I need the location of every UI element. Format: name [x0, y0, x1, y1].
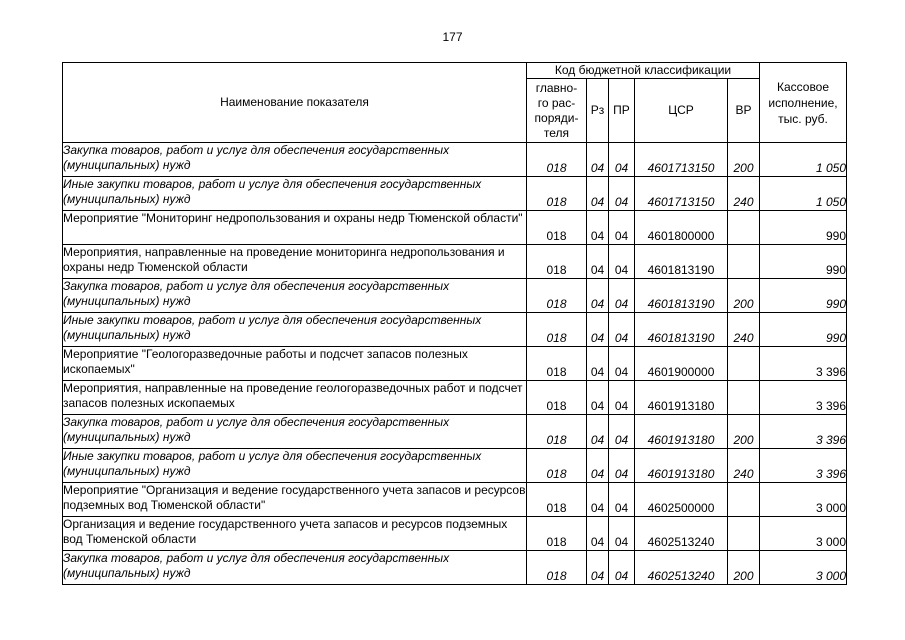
table-row	[63, 143, 847, 177]
table-row	[63, 211, 847, 245]
row-name: Иные закупки товаров, работ и услуг для обеспечения государственных (муниципальных) нужд	[63, 449, 527, 483]
header-vr: ВР	[728, 79, 760, 143]
header-classification-group: Код бюджетной классификации	[527, 63, 760, 79]
table-row	[63, 483, 847, 517]
row-rz: 04	[587, 347, 609, 381]
header-pr: ПР	[609, 79, 635, 143]
header-gl-line: теля	[543, 125, 570, 140]
row-pr: 04	[609, 517, 635, 551]
row-name: Закупка товаров, работ и услуг для обеспечения государственных (муниципальных) нужд	[63, 143, 527, 177]
table-row	[63, 449, 847, 483]
header-gl-line: главно-	[535, 80, 578, 95]
row-vr	[728, 211, 760, 245]
header-csr: ЦСР	[635, 79, 728, 143]
row-amount: 990	[760, 279, 847, 313]
row-csr: 4601813190	[635, 279, 728, 313]
row-chief-administrator: 018	[527, 143, 587, 177]
row-pr: 04	[609, 177, 635, 211]
row-vr: 200	[728, 415, 760, 449]
row-amount: 3 000	[760, 483, 847, 517]
row-rz: 04	[587, 415, 609, 449]
row-pr: 04	[609, 381, 635, 415]
row-chief-administrator: 018	[527, 483, 587, 517]
row-name: Закупка товаров, работ и услуг для обеспечения государственных (муниципальных) нужд	[63, 415, 527, 449]
row-pr: 04	[609, 211, 635, 245]
row-csr: 4601913180	[635, 415, 728, 449]
row-chief-administrator: 018	[527, 551, 587, 585]
budget-table	[62, 62, 847, 585]
page-number: 177	[442, 30, 463, 44]
row-name: Мероприятия, направленные на проведение геологоразведочных работ и подсчет запасов полезных ископаемых	[63, 381, 527, 415]
row-chief-administrator: 018	[527, 449, 587, 483]
row-vr: 240	[728, 449, 760, 483]
row-csr: 4601813190	[635, 313, 728, 347]
row-pr: 04	[609, 143, 635, 177]
row-amount: 3 000	[760, 551, 847, 585]
row-chief-administrator: 018	[527, 517, 587, 551]
row-pr: 04	[609, 483, 635, 517]
row-name: Мероприятие "Геологоразведочные работы и подсчет запасов полезных ископаемых"	[63, 347, 527, 381]
row-csr: 4601900000	[635, 347, 728, 381]
row-rz: 04	[587, 449, 609, 483]
row-csr: 4602500000	[635, 483, 728, 517]
row-vr: 200	[728, 279, 760, 313]
row-rz: 04	[587, 211, 609, 245]
row-amount: 3 396	[760, 449, 847, 483]
row-vr	[728, 245, 760, 279]
row-pr: 04	[609, 347, 635, 381]
table-row	[63, 347, 847, 381]
row-name: Мероприятие "Организация и ведение государственного учета запасов и ресурсов подземных вод Тюменской области"	[63, 483, 527, 517]
header-rz: Рз	[587, 79, 609, 143]
row-csr: 4601800000	[635, 211, 728, 245]
row-pr: 04	[609, 245, 635, 279]
row-vr: 200	[728, 143, 760, 177]
row-rz: 04	[587, 483, 609, 517]
row-csr: 4601913180	[635, 449, 728, 483]
row-chief-administrator: 018	[527, 347, 587, 381]
row-csr: 4601713150	[635, 143, 728, 177]
row-csr: 4601913180	[635, 381, 728, 415]
row-amount: 3 000	[760, 517, 847, 551]
row-chief-administrator: 018	[527, 313, 587, 347]
table-row	[63, 245, 847, 279]
row-rz: 04	[587, 177, 609, 211]
row-amount: 3 396	[760, 347, 847, 381]
header-sum-line: исполнение,	[768, 95, 838, 110]
row-name: Закупка товаров, работ и услуг для обеспечения государственных (муниципальных) нужд	[63, 279, 527, 313]
row-rz: 04	[587, 381, 609, 415]
header-gl-line: поряди-	[534, 110, 579, 125]
table-row	[63, 279, 847, 313]
row-pr: 04	[609, 551, 635, 585]
row-vr	[728, 517, 760, 551]
row-pr: 04	[609, 415, 635, 449]
row-chief-administrator: 018	[527, 211, 587, 245]
row-pr: 04	[609, 313, 635, 347]
row-pr: 04	[609, 279, 635, 313]
row-csr: 4602513240	[635, 551, 728, 585]
row-vr	[728, 483, 760, 517]
row-amount: 3 396	[760, 381, 847, 415]
row-name: Мероприятия, направленные на проведение мониторинга недропользования и охраны недр Тюменской области	[63, 245, 527, 279]
row-vr	[728, 381, 760, 415]
table-row	[63, 381, 847, 415]
row-name: Иные закупки товаров, работ и услуг для обеспечения государственных (муниципальных) нужд	[63, 177, 527, 211]
row-amount: 1 050	[760, 143, 847, 177]
header-gl-line: го рас-	[537, 95, 576, 110]
row-vr: 240	[728, 313, 760, 347]
header-chief-administrator	[527, 79, 587, 143]
row-rz: 04	[587, 517, 609, 551]
row-rz: 04	[587, 245, 609, 279]
row-name: Закупка товаров, работ и услуг для обеспечения государственных (муниципальных) нужд	[63, 551, 527, 585]
table-row	[63, 415, 847, 449]
row-rz: 04	[587, 279, 609, 313]
row-name: Организация и ведение государственного учета запасов и ресурсов подземных вод Тюменской области	[63, 517, 527, 551]
table-row	[63, 551, 847, 585]
table-row	[63, 177, 847, 211]
row-vr: 200	[728, 551, 760, 585]
header-sum-line: Кассовое	[776, 79, 830, 94]
row-vr	[728, 347, 760, 381]
row-chief-administrator: 018	[527, 415, 587, 449]
row-csr: 4601713150	[635, 177, 728, 211]
row-amount: 990	[760, 245, 847, 279]
table-row	[63, 313, 847, 347]
row-rz: 04	[587, 551, 609, 585]
table-body	[63, 143, 847, 585]
row-chief-administrator: 018	[527, 245, 587, 279]
row-name: Иные закупки товаров, работ и услуг для обеспечения государственных (муниципальных) нужд	[63, 313, 527, 347]
header-cash-execution	[760, 63, 847, 143]
row-chief-administrator: 018	[527, 177, 587, 211]
row-amount: 990	[760, 211, 847, 245]
row-amount: 990	[760, 313, 847, 347]
row-amount: 1 050	[760, 177, 847, 211]
header-name: Наименование показателя	[63, 63, 527, 143]
row-rz: 04	[587, 313, 609, 347]
row-csr: 4602513240	[635, 517, 728, 551]
row-csr: 4601813190	[635, 245, 728, 279]
table-header	[63, 63, 847, 143]
row-chief-administrator: 018	[527, 279, 587, 313]
row-vr: 240	[728, 177, 760, 211]
row-rz: 04	[587, 143, 609, 177]
table-row	[63, 517, 847, 551]
row-name: Мероприятие "Мониторинг недропользования и охраны недр Тюменской области"	[63, 211, 527, 245]
header-sum-line: тыс. руб.	[778, 111, 828, 126]
row-pr: 04	[609, 449, 635, 483]
row-chief-administrator: 018	[527, 381, 587, 415]
row-amount: 3 396	[760, 415, 847, 449]
